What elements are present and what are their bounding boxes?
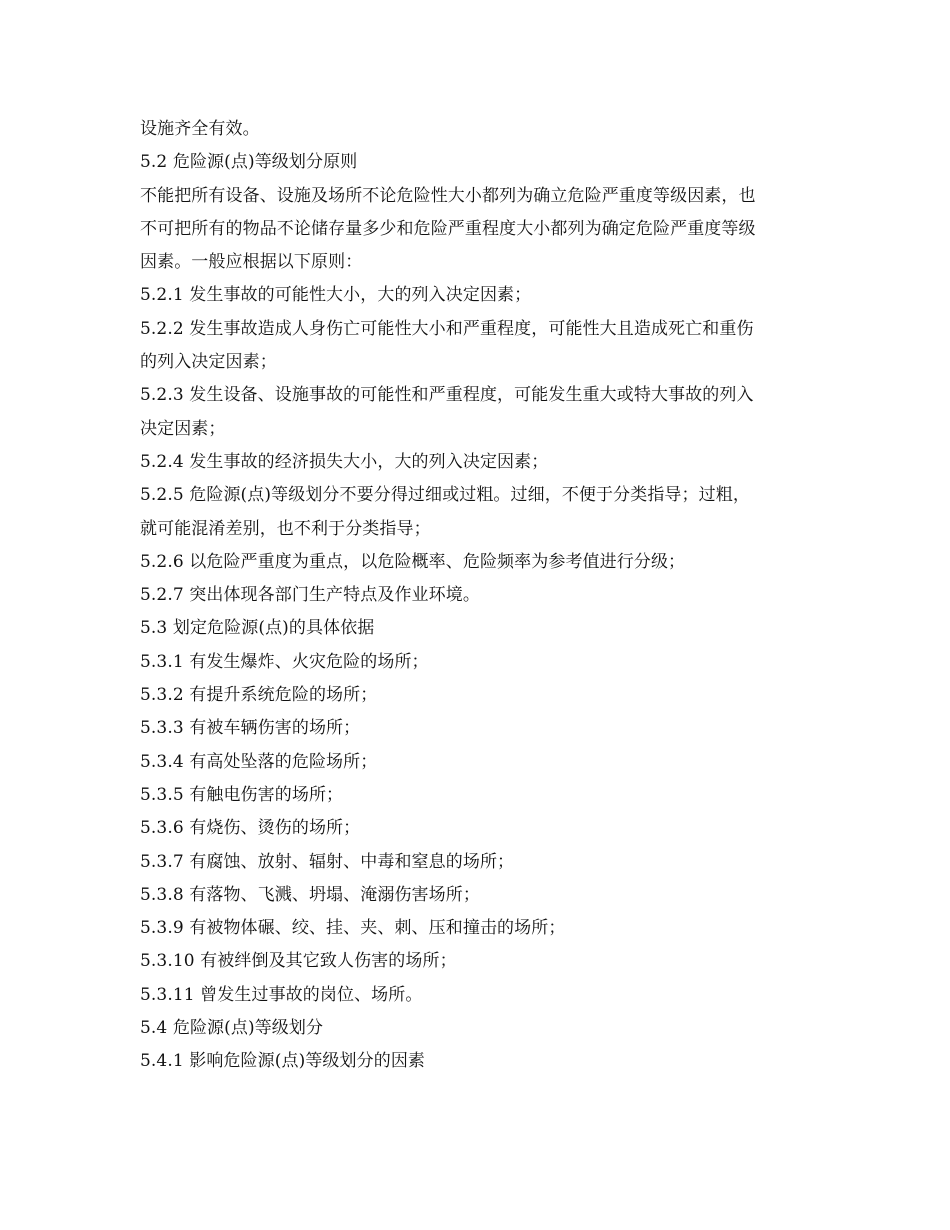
- text-line: 设施齐全有效。: [140, 119, 260, 139]
- list-item: 5.3.6 有烧伤、烫伤的场所；: [140, 818, 361, 839]
- list-item: 5.3.2 有提升系统危险的场所；: [140, 685, 378, 706]
- list-item: 5.2.5 危险源(点)等级划分不要分得过细或过粗。过细，不便于分类指导；过粗，: [140, 485, 750, 506]
- list-item: 5.3.9 有被物体碾、绞、挂、夹、刺、压和撞击的场所；: [140, 918, 566, 939]
- list-item: 5.3.8 有落物、飞溅、坍塌、淹溺伤害场所；: [140, 884, 480, 905]
- list-item: 5.3.5 有触电伤害的场所；: [140, 784, 344, 805]
- text-line: 不可把所有的物品不论储存量多少和危险严重程度大小都列为确定危险严重度等级: [140, 218, 756, 239]
- list-item: 5.3.11 曾发生过事故的岗位、场所。: [140, 984, 423, 1005]
- text-line: 的列入决定因素；: [140, 352, 277, 373]
- list-item: 5.4.1 影响危险源(点)等级划分的因素: [140, 1051, 426, 1072]
- list-item: 5.2.6 以危险严重度为重点，以危险概率、危险频率为参考值进行分级；: [140, 551, 686, 572]
- list-item: 5.2.7 突出体现各部门生产特点及作业环境。: [140, 585, 480, 606]
- text-line: 就可能混淆差别，也不利于分类指导；: [140, 518, 431, 539]
- section-heading: 5.2 危险源(点)等级划分原则: [140, 152, 358, 173]
- section-heading: 5.3 划定危险源(点)的具体依据: [140, 618, 375, 639]
- text-line: 不能把所有设备、设施及场所不论危险性大小都列为确立危险严重度等级因素，也: [140, 185, 756, 206]
- text-line: 决定因素；: [140, 418, 226, 439]
- text-line: 因素。一般应根据以下原则：: [140, 252, 363, 273]
- list-item: 5.3.4 有高处坠落的危险场所；: [140, 751, 378, 772]
- list-item: 5.3.1 有发生爆炸、火灾危险的场所；: [140, 651, 429, 672]
- list-item: 5.2.4 发生事故的经济损失大小，大的列入决定因素；: [140, 451, 549, 472]
- list-item: 5.3.3 有被车辆伤害的场所；: [140, 718, 361, 739]
- list-item: 5.2.2 发生事故造成人身伤亡可能性大小和严重程度，可能性大且造成死亡和重伤: [140, 318, 754, 339]
- list-item: 5.2.3 发生设备、设施事故的可能性和严重程度，可能发生重大或特大事故的列入: [140, 385, 754, 406]
- section-heading: 5.4 危险源(点)等级划分: [140, 1018, 324, 1039]
- document-body: [140, 113, 820, 1079]
- list-item: 5.3.10 有被绊倒及其它致人伤害的场所；: [140, 951, 457, 972]
- list-item: 5.2.1 发生事故的可能性大小，大的列入决定因素；: [140, 285, 532, 306]
- list-item: 5.3.7 有腐蚀、放射、辐射、中毒和窒息的场所；: [140, 851, 515, 872]
